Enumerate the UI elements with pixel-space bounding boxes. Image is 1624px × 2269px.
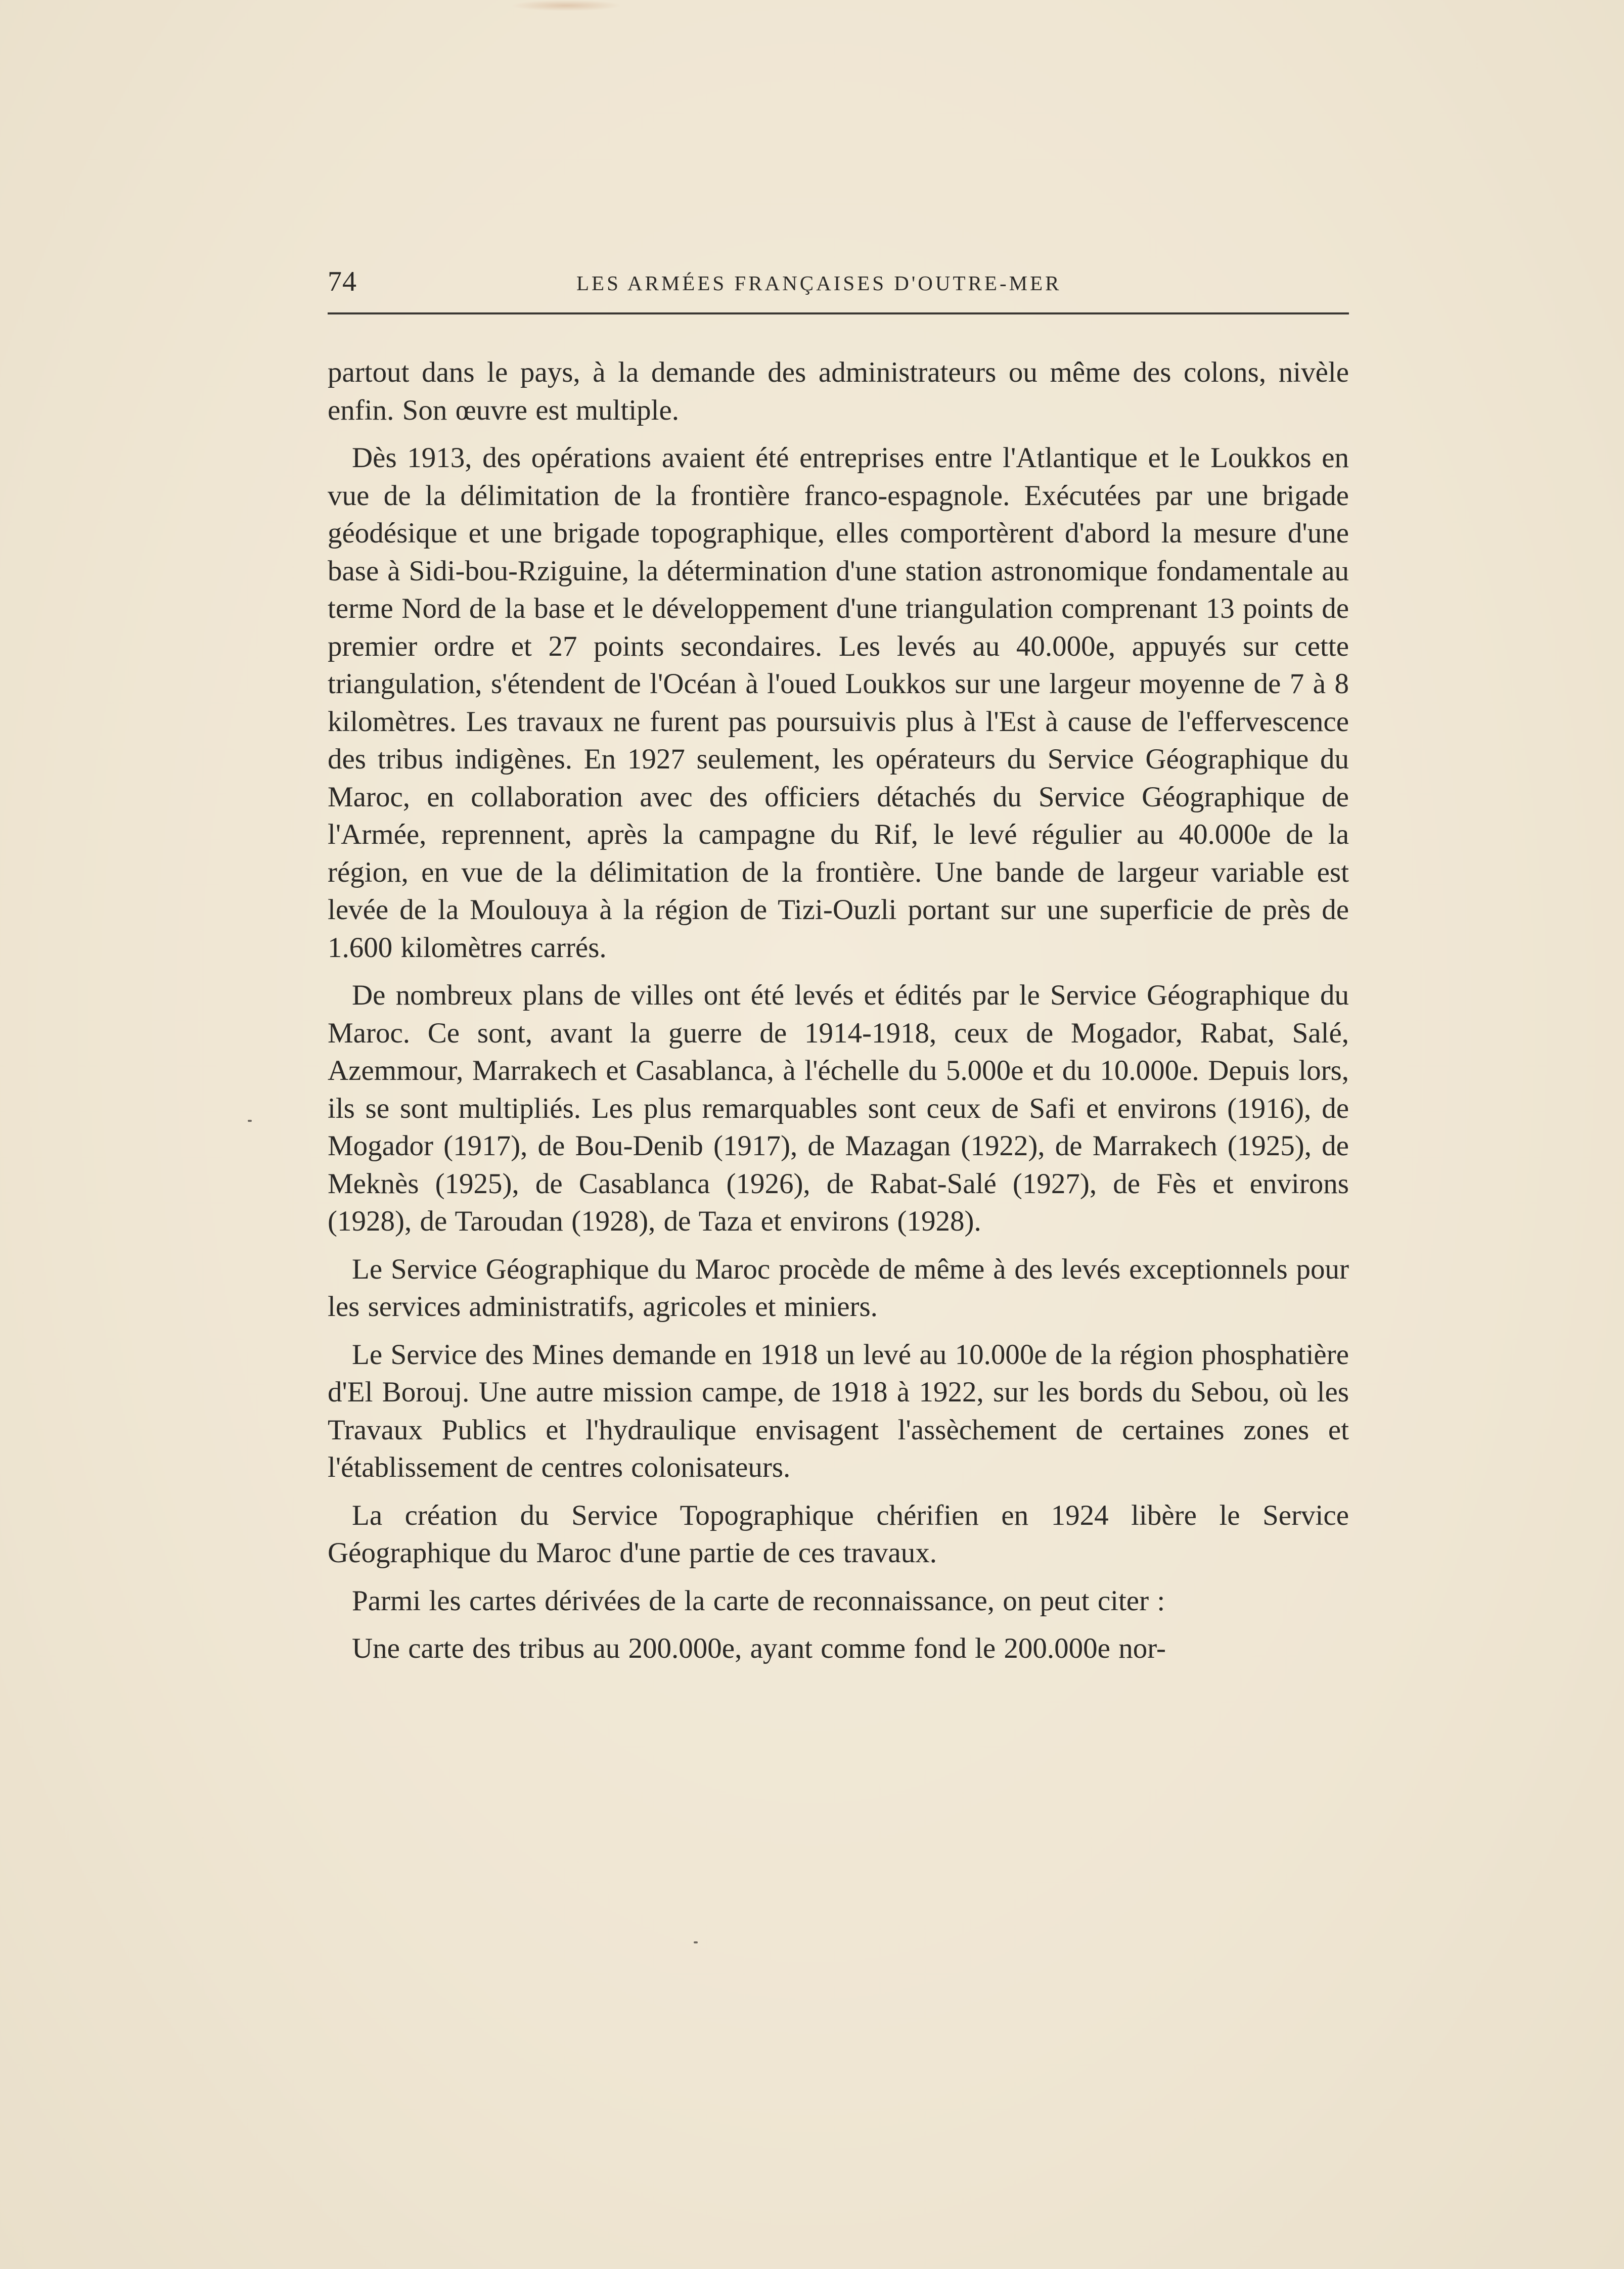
paragraph: Parmi les cartes dérivées de la carte de reconnaissance, on peut citer : xyxy=(352,1584,1165,1617)
paragraph: Le Service Géographique du Maroc procède de même à des levés exceptionnels pour les services administratifs, agricoles et miniers. xyxy=(328,1253,1349,1323)
paragraph: De nombreux plans de villes ont été levés et édités par le Service Géographique du Maroc. Ce sont, avant la guerre de 1914-1918, ceux de Mogador, Rabat, Salé, Azemmour, Marrakech et Casablanca, à l'échelle du 5.000e et du 10.000e. Depuis lors, ils se sont multipliés. Les plus remarquables sont ceux de Safi et environs (1916), de Mogador (1917), de Bou-Denib (1917), de Mazagan (1922), de Marrakech (1925), de Meknès (1925), de Casablanca (1926), de Rabat-Salé (1927), de Fès et environs (1928), de Taroudan (1928), de Taza et environs (1928). xyxy=(328,979,1349,1237)
paper-speck xyxy=(248,1120,252,1122)
header-rule xyxy=(328,312,1349,314)
paragraph: Une carte des tribus au 200.000e, ayant comme fond le 200.000e nor- xyxy=(352,1632,1166,1664)
page-header xyxy=(328,264,1349,299)
paper-stain xyxy=(511,0,622,11)
paragraph-continued: partout dans le pays, à la demande des administrateurs ou même des colons, nivèle enfin. Son œuvre est multiple. xyxy=(328,356,1349,426)
page-number: 74 xyxy=(328,266,357,297)
paragraph: Le Service des Mines demande en 1918 un levé au 10.000e de la région phosphatière d'El Borouj. Une autre mission campe, de 1918 à 1922, sur les bords du Sebou, où les Travaux Publics et l'hydraulique envisagent l'assèchement de certaines zones et l'établissement de centres colonisateurs. xyxy=(328,1338,1349,1483)
paper-speck xyxy=(694,1941,698,1943)
paragraph: La création du Service Topographique chérifien en 1924 libère le Service Géographique du Maroc d'une partie de ces travaux. xyxy=(328,1499,1349,1569)
running-title: LES ARMÉES FRANÇAISES D'OUTRE-MER xyxy=(576,271,1062,295)
body-text xyxy=(328,354,1349,1678)
paragraph: Dès 1913, des opérations avaient été entreprises entre l'Atlantique et le Loukkos en vue de la délimitation de la frontière franco-espagnole. Exécutées par une brigade géodésique et une brigade topographique, elles comportèrent d'abord la mesure d'une base à Sidi-bou-Rziguine, la détermination d'une station astronomique fondamentale au terme Nord de la base et le développement d'une triangulation comprenant 13 points de premier ordre et 27 points secondaires. Les levés au 40.000e, appuyés sur cette triangulation, s'étendent de l'Océan à l'oued Loukkos sur une largeur moyenne de 7 à 8 kilomètres. Les travaux ne furent pas poursuivis plus à l'Est à cause de l'effervescence des tribus indigènes. En 1927 seulement, les opérateurs du Service Géographique du Maroc, en collaboration avec des officiers détachés du Service Géographique de l'Armée, reprennent, après la campagne du Rif, le levé régulier au 40.000e de la région, en vue de la délimitation de la frontière. Une bande de largeur variable est levée de la Moulouya à la région de Tizi-Ouzli portant sur une superficie de près de 1.600 kilomètres carrés. xyxy=(328,442,1349,964)
